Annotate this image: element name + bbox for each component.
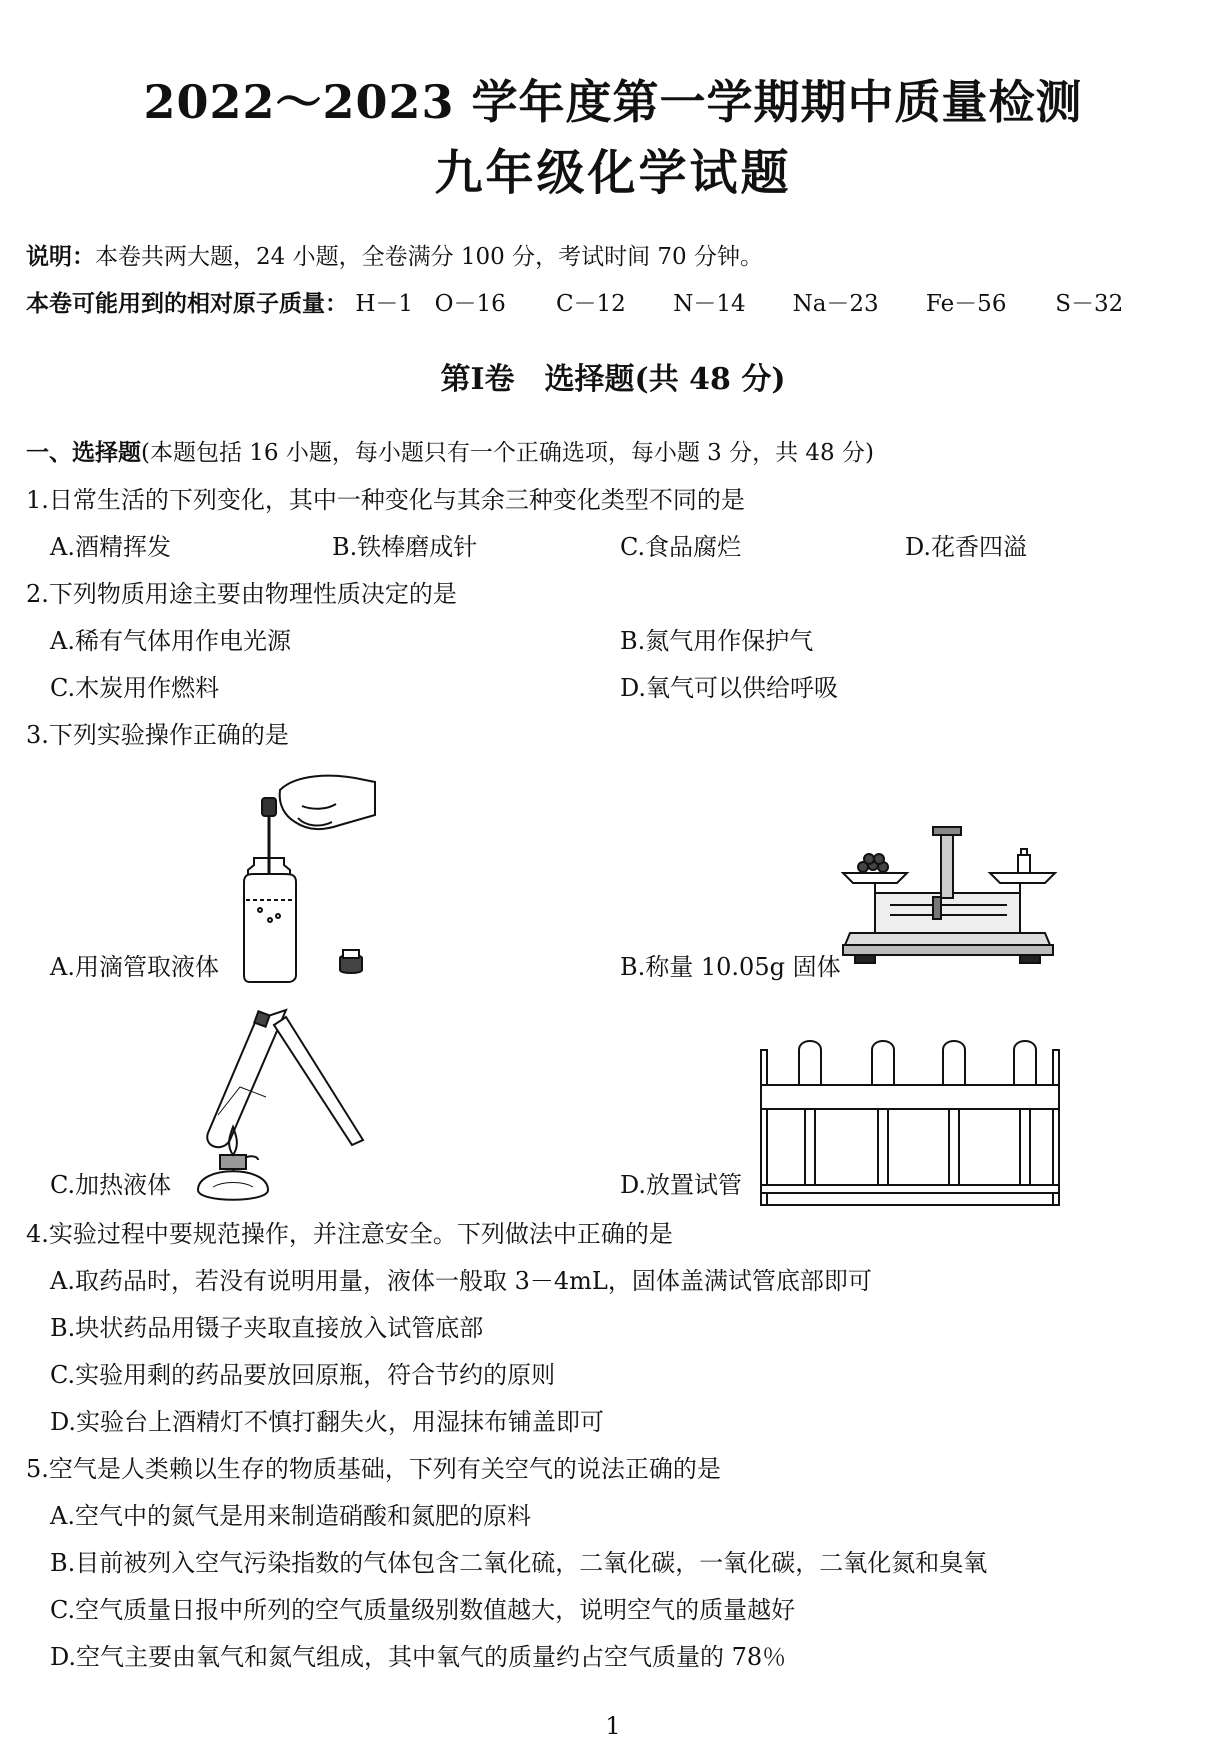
- q5-option-a: A.空气中的氮气是用来制造硝酸和氮肥的原料: [50, 1502, 531, 1530]
- q3-option-d: D.放置试管: [620, 1171, 743, 1199]
- question-2-stem: 2.下列物质用途主要由物理性质决定的是: [26, 580, 457, 608]
- q4-option-b: B.块状药品用镊子夹取直接放入试管底部: [50, 1314, 484, 1342]
- q2-option-d: D.氧气可以供给呼吸: [620, 674, 839, 702]
- question-1-stem: 1.日常生活的下列变化，其中一种变化与其余三种变化类型不同的是: [26, 486, 745, 514]
- q4-option-a: A.取药品时，若没有说明用量，液体一般取 3－4mL，固体盖满试管底部即可: [50, 1267, 872, 1295]
- question-3-stem: 3.下列实验操作正确的是: [26, 721, 289, 749]
- q4-option-d: D.实验台上酒精灯不慎打翻失火，用湿抹布铺盖即可: [50, 1408, 605, 1436]
- q1-option-c: C.食品腐烂: [620, 533, 742, 561]
- part-heading: [26, 436, 874, 470]
- atomic-mass-item: Na－23: [792, 291, 879, 317]
- q5-option-d: D.空气主要由氧气和氮气组成，其中氧气的质量约占空气质量的 78％: [50, 1643, 787, 1671]
- q3-option-c: C.加热液体: [50, 1171, 172, 1199]
- page-number: 1: [605, 1712, 621, 1740]
- exam-description: [26, 240, 763, 274]
- atomic-mass-item: Fe－56: [925, 291, 1007, 317]
- test-tube-rack-figure: [755, 1030, 1065, 1210]
- balance-scale-figure: [835, 825, 1060, 970]
- q1-option-b: B.铁棒磨成针: [332, 533, 478, 561]
- exam-subtitle: 九年级化学试题: [434, 145, 792, 201]
- q5-option-c: C.空气质量日报中所列的空气质量级别数值越大，说明空气的质量越好: [50, 1596, 796, 1624]
- question-5-stem: 5.空气是人类赖以生存的物质基础，下列有关空气的说法正确的是: [26, 1455, 721, 1483]
- description-text: 本卷共两大题，24 小题，全卷满分 100 分，考试时间 70 分钟。: [95, 244, 763, 270]
- exam-title: 2022～2023 学年度第一学期期中质量检测: [143, 75, 1083, 129]
- heating-liquid-figure: [178, 1005, 378, 1210]
- q5-option-b: B.目前被列入空气污染指数的气体包含二氧化硫，二氧化碳，一氧化碳，二氧化氮和臭氧: [50, 1549, 988, 1577]
- dropper-bottle-figure: [240, 770, 380, 990]
- q1-option-a: A.酒精挥发: [50, 533, 171, 561]
- atomic-mass-item: C－12: [555, 291, 626, 317]
- q3-option-a: A.用滴管取液体: [50, 953, 219, 981]
- description-label: 说明：: [26, 243, 95, 270]
- q2-option-b: B.氮气用作保护气: [620, 627, 814, 655]
- atomic-mass-item: N－14: [673, 291, 746, 317]
- atomic-mass-label: 本卷可能用到的相对原子质量：: [26, 290, 348, 317]
- q2-option-a: A.稀有气体用作电光源: [50, 627, 291, 655]
- q2-option-c: C.木炭用作燃料: [50, 674, 220, 702]
- q4-option-c: C.实验用剩的药品要放回原瓶，符合节约的原则: [50, 1361, 556, 1389]
- atomic-mass-item: O－16: [434, 291, 506, 317]
- atomic-mass-item: S－32: [1055, 291, 1124, 317]
- section-title: 第Ⅰ卷 选择题(共 48 分): [440, 362, 786, 397]
- atomic-mass-line: [26, 287, 1123, 321]
- question-4-stem: 4.实验过程中要规范操作，并注意安全。下列做法中正确的是: [26, 1220, 673, 1248]
- part-note: (本题包括 16 小题，每小题只有一个正确选项，每小题 3 分，共 48 分): [141, 440, 874, 466]
- q3-option-b: B.称量 10.05g 固体: [620, 953, 841, 981]
- atomic-mass-item: H－1: [355, 291, 414, 317]
- part-label: 一、选择题: [26, 439, 141, 466]
- q1-option-d: D.花香四溢: [905, 533, 1028, 561]
